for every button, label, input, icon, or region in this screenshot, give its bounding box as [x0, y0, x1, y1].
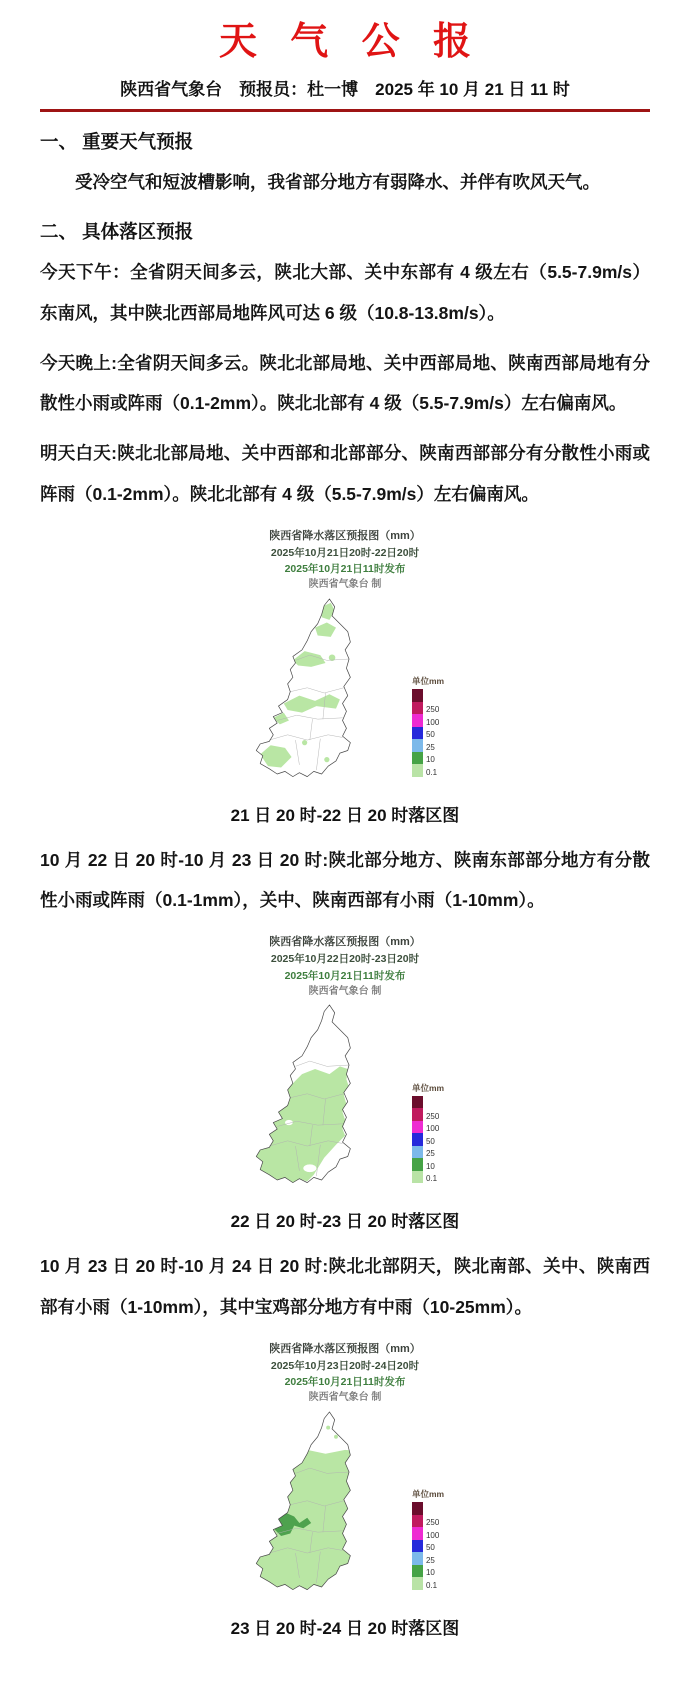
legend-swatch [412, 1552, 423, 1565]
legend-entry [412, 1540, 435, 1553]
legend-swatch [412, 1171, 423, 1184]
shaanxi-precip-map-3 [246, 1408, 392, 1604]
map-legend [412, 1488, 444, 1590]
map-valid-period: 2025年10月22日20时-23日20时 [270, 953, 420, 966]
map-issue-time: 2025年10月21日11时发布 [284, 969, 406, 982]
legend-title: 单位mm [411, 1489, 445, 1500]
forecast-text: 全省阴天间多云，陕北大部、关中东部有 4 级左右（5.5-7.9m/s）东南风，其中陕北西部局地阵风可达 6 级（10.8-13.8m/s）。 [40, 262, 651, 323]
legend-swatch [412, 1502, 423, 1515]
legend-label: 250 [425, 705, 440, 715]
section-2-heading: 二、 具体落区预报 [40, 221, 194, 243]
issuer-line: 陕西省气象台 预报员：杜一博 2025 年 10 月 21 日 11 时 [40, 75, 650, 112]
map-title: 陕西省降水落区预报图（mm） [269, 529, 421, 542]
legend-swatch [412, 714, 423, 727]
forecast-paragraph-tomorrow [40, 433, 650, 514]
legend-entry [412, 1565, 435, 1578]
legend-entry [412, 1502, 426, 1515]
legend-entry [412, 1552, 435, 1565]
legend-entry [412, 1527, 439, 1540]
legend-swatch [412, 764, 423, 777]
legend-label: 50 [425, 1136, 435, 1146]
legend-label: 10 [425, 1568, 435, 1578]
legend-swatch [412, 752, 423, 765]
rain-area-patches [256, 1067, 350, 1183]
legend-swatch [412, 727, 423, 740]
legend-entry [412, 1158, 435, 1171]
map-title: 陕西省降水落区预报图（mm） [269, 1342, 421, 1355]
forecast-paragraph-afternoon [40, 252, 650, 333]
forecast-paragraph-tonight [40, 343, 650, 424]
forecast-text: 全省阴天间多云。陕北北部局地、关中西部局地、陕南西部局地有分散性小雨或阵雨（0.1-2mm）。陕北北部有 4 级（5.5-7.9m/s）左右偏南风。 [40, 352, 651, 413]
map-caption-2: 22 日 20 时-23 日 20 时落区图 [230, 1212, 460, 1232]
legend-swatch [412, 1146, 423, 1159]
legend-entry [412, 1121, 439, 1134]
legend-entry [412, 739, 435, 752]
map-figure-header [40, 528, 650, 593]
legend-label: 250 [425, 1518, 440, 1528]
legend-label: 50 [425, 1543, 435, 1553]
legend-swatch [412, 1515, 423, 1528]
legend-entry [412, 1515, 439, 1528]
map-figure-header [40, 934, 650, 999]
legend-entry [412, 1133, 435, 1146]
page-title: 天 气 公 报 [218, 21, 483, 63]
map-issue-time: 2025年10月21日11时发布 [284, 563, 406, 576]
map-caption-1: 21 日 20 时-22 日 20 时落区图 [230, 805, 460, 825]
precip-map-figure-3 [40, 1341, 650, 1604]
map-legend [412, 675, 444, 777]
legend-entry [412, 752, 435, 765]
legend-swatch [412, 702, 423, 715]
important-forecast-text: 受冷空气和短波槽影响，我省部分地方有弱降水、并伴有吹风天气。 [75, 172, 600, 192]
map-caption-3: 23 日 20 时-24 日 20 时落区图 [230, 1618, 460, 1638]
legend-label: 10 [425, 755, 435, 765]
legend-swatch [412, 1565, 423, 1578]
section-1-heading: 一、 重要天气预报 [40, 131, 194, 152]
legend-label: 100 [425, 1530, 440, 1540]
legend-entry [412, 727, 435, 740]
legend-label: 100 [425, 1124, 440, 1134]
legend-label: 250 [425, 1111, 440, 1121]
legend-entry [412, 1577, 437, 1590]
legend-label: 10 [425, 1161, 435, 1171]
rain-area-patches [260, 603, 340, 768]
legend-entry [412, 764, 437, 777]
rain-area-patches [252, 1426, 385, 1603]
legend-label: 100 [425, 717, 440, 727]
legend-entry [412, 1096, 426, 1109]
legend-label: 50 [425, 730, 435, 740]
forecast-lead: 10 月 23 日 20 时-10 月 24 日 20 时: [40, 1256, 329, 1277]
legend-entry [412, 1171, 437, 1184]
legend-label: 0.1 [425, 1174, 438, 1184]
legend-label: 25 [425, 1555, 435, 1565]
legend-swatch [412, 739, 423, 752]
forecast-lead: 明天白天: [40, 443, 117, 464]
forecast-text: 陕北北部阴天，陕北南部、关中、陕南西部有小雨（1-10mm），其中宝鸡部分地方有中雨（10-25mm）。 [40, 1256, 650, 1317]
map-valid-period: 2025年10月21日20时-22日20时 [270, 546, 420, 559]
shaanxi-precip-map-1 [246, 595, 392, 791]
legend-swatch [412, 1527, 423, 1540]
legend-entry [412, 689, 426, 702]
legend-swatch [412, 1121, 423, 1134]
legend-entry [412, 714, 439, 727]
legend-label: 0.1 [425, 1580, 438, 1590]
forecast-lead: 今天下午： [40, 262, 131, 283]
legend-swatch [412, 1158, 423, 1171]
shaanxi-precip-map-2 [246, 1001, 392, 1197]
legend-title: 单位mm [411, 676, 445, 687]
precip-map-figure-1 [40, 528, 650, 791]
forecast-text: 陕北部分地方、陕南东部部分地方有分散性小雨或阵雨（0.1-1mm），关中、陕南西部有小雨（1-10mm）。 [40, 849, 650, 911]
legend-entry [412, 1146, 435, 1159]
map-producer: 陕西省气象台 制 [308, 985, 382, 997]
forecast-lead: 10 月 22 日 20 时-10 月 23 日 20 时: [40, 849, 329, 870]
legend-label: 25 [425, 742, 435, 752]
map-legend [412, 1082, 444, 1184]
legend-title: 单位mm [411, 1082, 445, 1093]
legend-label: 0.1 [425, 767, 438, 777]
forecast-text: 陕北北部局地、关中西部和北部部分、陕南西部部分有分散性小雨或阵雨（0.1-2mm）。陕北北部有 4 级（5.5-7.9m/s）左右偏南风。 [40, 443, 651, 504]
legend-swatch [412, 1096, 423, 1109]
map-valid-period: 2025年10月23日20时-24日20时 [270, 1359, 420, 1372]
map-figure-header [40, 1341, 650, 1406]
legend-entry [412, 1108, 439, 1121]
legend-swatch [412, 1577, 423, 1590]
forecast-lead: 今天晚上: [40, 352, 117, 373]
forecast-paragraph-22-23 [40, 840, 650, 921]
map-issue-time: 2025年10月21日11时发布 [284, 1376, 406, 1389]
legend-swatch [412, 1108, 423, 1121]
map-title: 陕西省降水落区预报图（mm） [269, 936, 421, 949]
precip-map-figure-2 [40, 934, 650, 1197]
map-producer: 陕西省气象台 制 [308, 579, 382, 591]
legend-swatch [412, 1133, 423, 1146]
legend-label: 25 [425, 1149, 435, 1159]
legend-swatch [412, 1540, 423, 1553]
legend-swatch [412, 689, 423, 702]
forecast-paragraph-23-24 [40, 1246, 650, 1327]
legend-entry [412, 702, 439, 715]
map-producer: 陕西省气象台 制 [308, 1392, 382, 1404]
